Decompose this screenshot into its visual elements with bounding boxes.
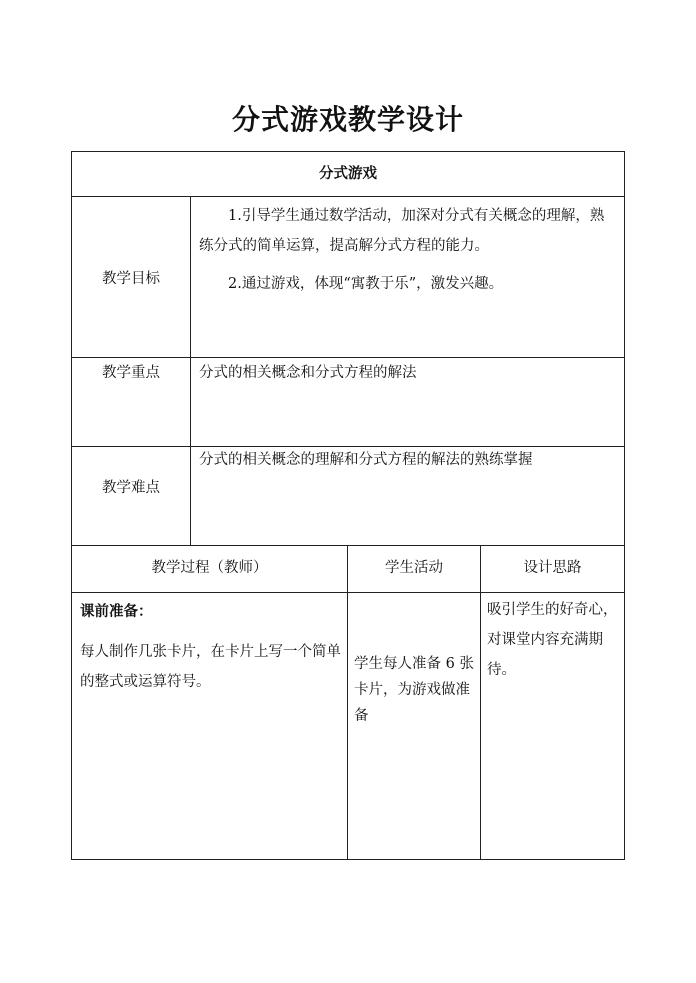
difficulties-row (72, 447, 625, 546)
prep-row (72, 593, 625, 860)
prep-design-text: 吸引学生的好奇心，对课堂内容充满期待。 (481, 593, 625, 860)
document-title: 分式游戏教学设计 (231, 103, 464, 136)
key-points-label: 教学重点 (72, 358, 191, 447)
goal-item-1: 1.引导学生通过数学活动，加深对分式有关概念的理解，熟练分式的简单运算，提高解分式方程的能力。 (199, 208, 605, 254)
goals-label: 教学目标 (72, 197, 191, 358)
column-design: 设计思路 (481, 546, 625, 593)
table-header-row (72, 152, 625, 197)
column-header-row (72, 546, 625, 593)
prep-teacher-cell (72, 593, 348, 860)
prep-teacher-text: 每人制作几张卡片，在卡片上写一个简单的整式或运算符号。 (80, 644, 341, 690)
goal-item-2: 2.通过游戏，体现“寓教于乐”，激发兴趣。 (228, 276, 504, 292)
column-student: 学生活动 (348, 546, 481, 593)
key-points-row (72, 358, 625, 447)
goals-content (191, 197, 625, 358)
prep-student-text: 学生每人准备 6 张卡片，为游戏做准备 (348, 593, 481, 860)
goals-row (72, 197, 625, 358)
column-process: 教学过程（教师） (72, 546, 348, 593)
lesson-plan-table (71, 151, 625, 860)
prep-heading: 课前准备： (80, 603, 153, 620)
difficulties-text: 分式的相关概念的理解和分式方程的解法的熟练掌握 (191, 447, 625, 546)
table-header-cell (72, 152, 625, 197)
key-points-text: 分式的相关概念和分式方程的解法 (191, 358, 625, 447)
difficulties-label: 教学难点 (72, 447, 191, 546)
table-header: 分式游戏 (319, 164, 377, 182)
